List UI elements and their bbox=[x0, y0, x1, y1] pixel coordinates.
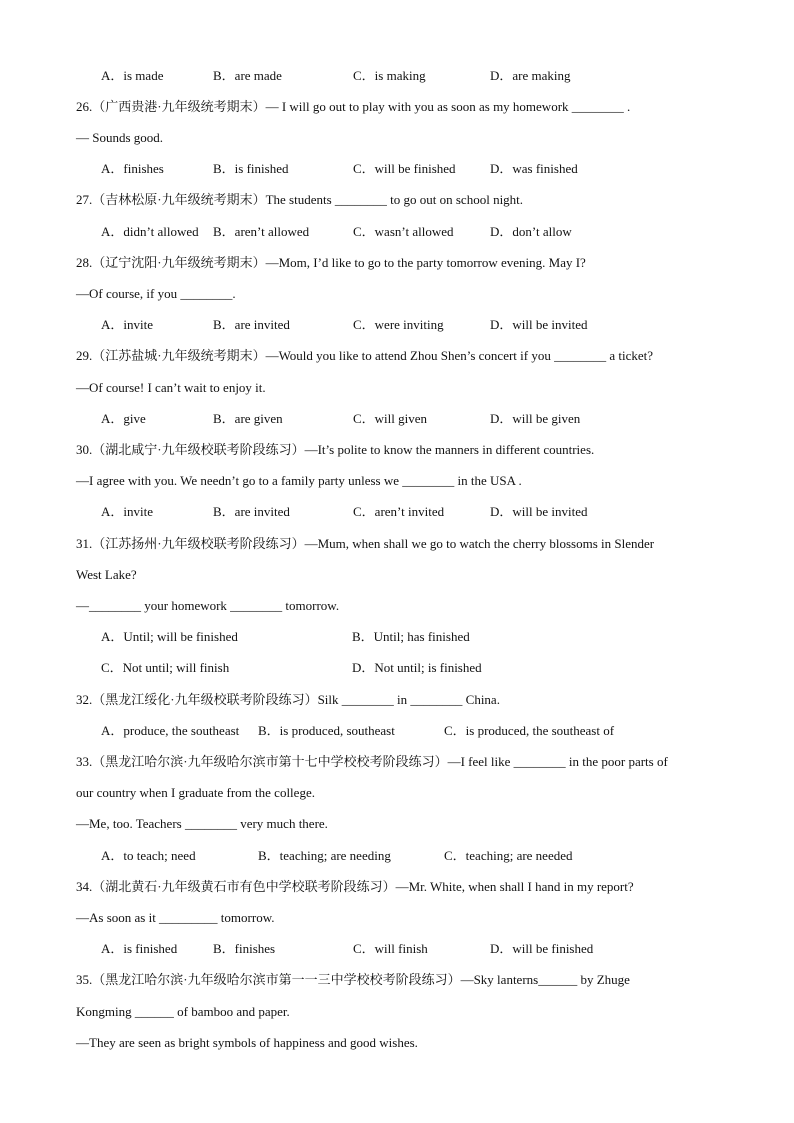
option-b: B．is finished bbox=[213, 161, 289, 176]
question-28-reply: —Of course, if you ________. bbox=[76, 286, 236, 301]
option-b: B．are invited bbox=[213, 504, 290, 519]
option-d: D．will be given bbox=[490, 411, 581, 426]
question-26-reply: — Sounds good. bbox=[76, 130, 164, 145]
question-31-reply: —________ your homework ________ tomorrow. bbox=[76, 598, 340, 613]
option-d: D．are making bbox=[490, 68, 571, 83]
option-a: A．to teach; need bbox=[101, 848, 196, 863]
option-a: A．is finished bbox=[101, 941, 178, 956]
option-b: B．are given bbox=[213, 411, 283, 426]
question-33-stem-continued: our country when I graduate from the college. bbox=[76, 785, 315, 800]
option-b: B．is produced, southeast bbox=[258, 723, 395, 738]
option-b: B．are made bbox=[213, 68, 282, 83]
option-c: C．is produced, the southeast of bbox=[444, 723, 615, 738]
option-a: A．didn’t allowed bbox=[101, 224, 199, 239]
option-d: D．was finished bbox=[490, 161, 578, 176]
option-c: C．teaching; are needed bbox=[444, 848, 573, 863]
option-c: C．Not until; will finish bbox=[101, 660, 230, 675]
option-c: C．will be finished bbox=[353, 161, 456, 176]
option-d: D．don’t allow bbox=[490, 224, 572, 239]
option-a: A．produce, the southeast bbox=[101, 723, 240, 738]
question-34-reply: —As soon as it _________ tomorrow. bbox=[76, 910, 275, 925]
option-c: C．were inviting bbox=[353, 317, 444, 332]
question-35-stem-continued: Kongming ______ of bamboo and paper. bbox=[76, 1004, 290, 1019]
question-32-stem: 32.（黑龙江绥化·九年级校联考阶段练习）Silk ________ in ________ China. bbox=[76, 692, 500, 707]
option-c: C．is making bbox=[353, 68, 426, 83]
question-28-stem: 28.（辽宁沈阳·九年级统考期末）—Mom, I’d like to go to the party tomorrow evening. May I? bbox=[76, 255, 586, 270]
question-33-stem: 33.（黑龙江哈尔滨·九年级哈尔滨市第十七中学校校考阶段练习）—I feel like ________ in the poor parts of bbox=[76, 754, 668, 769]
option-c: C．aren’t invited bbox=[353, 504, 445, 519]
option-d: D．will be invited bbox=[490, 317, 588, 332]
option-a: A．is made bbox=[101, 68, 164, 83]
option-b: B．teaching; are needing bbox=[258, 848, 391, 863]
option-d: D．will be finished bbox=[490, 941, 594, 956]
question-35-reply: —They are seen as bright symbols of happiness and good wishes. bbox=[76, 1035, 418, 1050]
option-c: C．will finish bbox=[353, 941, 428, 956]
question-29-reply: —Of course! I can’t wait to enjoy it. bbox=[76, 380, 266, 395]
option-b: B．finishes bbox=[213, 941, 276, 956]
option-a: A．invite bbox=[101, 317, 153, 332]
question-29-stem: 29.（江苏盐城·九年级统考期末）—Would you like to attend Zhou Shen’s concert if you ________ a ticket? bbox=[76, 348, 654, 363]
option-b: B．aren’t allowed bbox=[213, 224, 310, 239]
option-a: A．Until; will be finished bbox=[101, 629, 238, 644]
question-31-stem-continued: West Lake? bbox=[76, 567, 137, 582]
question-31-stem: 31.（江苏扬州·九年级校联考阶段练习）—Mum, when shall we go to watch the cherry blossoms in Slender bbox=[76, 536, 655, 551]
question-27-stem: 27.（吉林松原·九年级统考期末）The students ________ to go out on school night. bbox=[76, 192, 524, 207]
option-d: D．Not until; is finished bbox=[352, 660, 482, 675]
question-33-reply: —Me, too. Teachers ________ very much there. bbox=[76, 816, 328, 831]
option-c: C．wasn’t allowed bbox=[353, 224, 454, 239]
option-b: B．are invited bbox=[213, 317, 290, 332]
question-34-stem: 34.（湖北黄石·九年级黄石市有色中学校联考阶段练习）—Mr. White, when shall I hand in my report? bbox=[76, 879, 634, 894]
question-35-stem: 35.（黑龙江哈尔滨·九年级哈尔滨市第一一三中学校校考阶段练习）—Sky lanterns______ by Zhuge bbox=[76, 972, 630, 987]
question-30-stem: 30.（湖北咸宁·九年级校联考阶段练习）—It’s polite to know the manners in different countries. bbox=[76, 442, 595, 457]
option-c: C．will given bbox=[353, 411, 428, 426]
option-a: A．invite bbox=[101, 504, 153, 519]
question-26-stem: 26.（广西贵港·九年级统考期末）— I will go out to play with you as soon as my homework ________ . bbox=[76, 99, 631, 114]
option-a: A．give bbox=[101, 411, 146, 426]
option-a: A．finishes bbox=[101, 161, 164, 176]
option-b: B．Until; has finished bbox=[352, 629, 470, 644]
question-30-reply: —I agree with you. We needn’t go to a family party unless we ________ in the USA . bbox=[76, 473, 522, 488]
option-d: D．will be invited bbox=[490, 504, 588, 519]
